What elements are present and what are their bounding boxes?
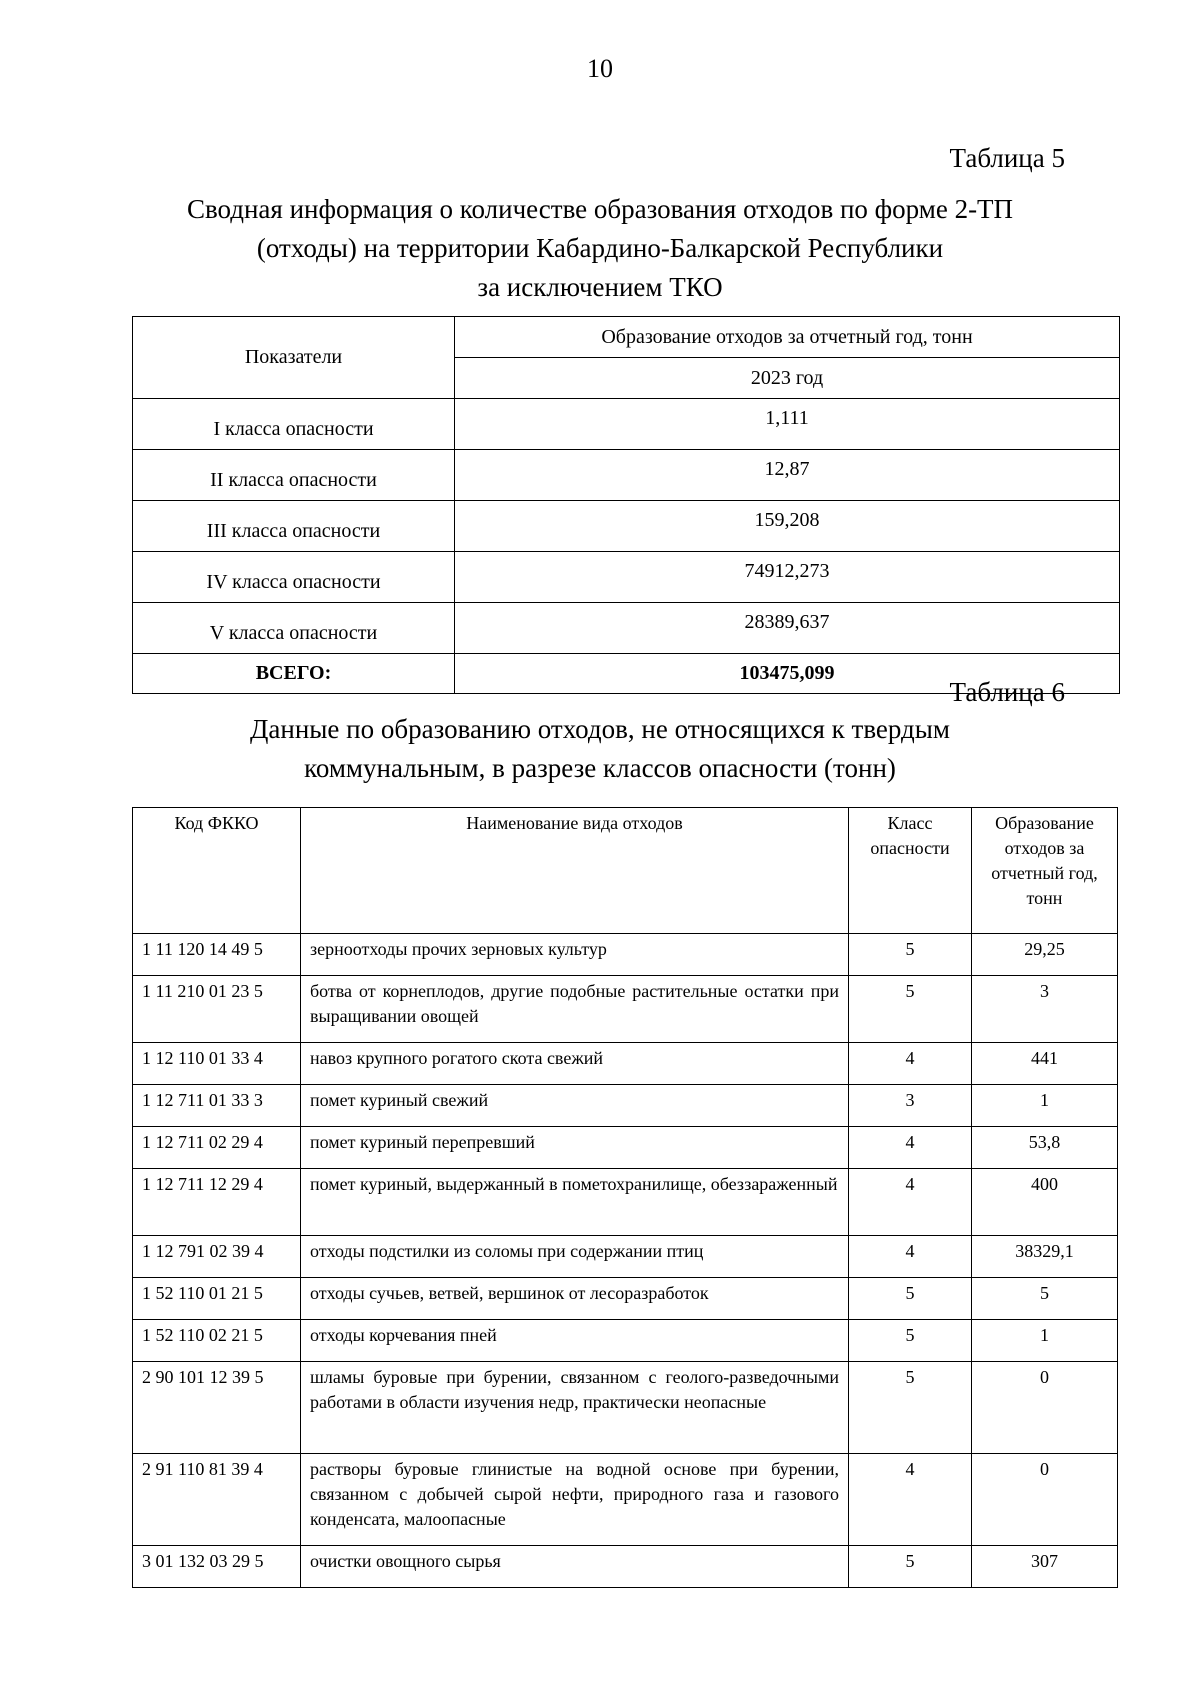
waste-amount: 29,25	[972, 934, 1118, 976]
hazard-class: 5	[849, 1278, 972, 1320]
header-class: Класс опасности	[849, 808, 972, 934]
waste-amount: 38329,1	[972, 1236, 1118, 1278]
fkko-code: 2 90 101 12 39 5	[133, 1362, 301, 1454]
hazard-class-value: 12,87	[455, 450, 1120, 501]
waste-amount: 1	[972, 1085, 1118, 1127]
waste-name: очистки овощного сырья	[301, 1546, 849, 1588]
hazard-class-name: I класса опасности	[133, 399, 455, 450]
waste-name: помет куриный свежий	[301, 1085, 849, 1127]
waste-amount: 307	[972, 1546, 1118, 1588]
hazard-class-name: IV класса опасности	[133, 552, 455, 603]
waste-name: зерноотходы прочих зерновых культур	[301, 934, 849, 976]
table-row	[133, 1169, 1118, 1236]
hazard-class: 4	[849, 1236, 972, 1278]
table-row	[133, 934, 1118, 976]
table-row	[133, 1278, 1118, 1320]
table-row	[133, 1127, 1118, 1169]
waste-name: помет куриный, выдержанный в пометохранилище, обеззараженный	[301, 1169, 849, 1236]
fkko-code: 3 01 132 03 29 5	[133, 1546, 301, 1588]
fkko-code: 1 12 711 02 29 4	[133, 1127, 301, 1169]
hazard-class-value: 159,208	[455, 501, 1120, 552]
waste-amount: 441	[972, 1043, 1118, 1085]
hazard-class: 5	[849, 1320, 972, 1362]
table-row	[133, 1085, 1118, 1127]
waste-amount: 1	[972, 1320, 1118, 1362]
table5-header-indicators: Показатели	[133, 317, 455, 399]
table5-title-line: (отходы) на территории Кабардино-Балкарской Республики	[256, 233, 944, 263]
table-row	[133, 552, 1120, 603]
table-row	[133, 1546, 1118, 1588]
waste-name: навоз крупного рогатого скота свежий	[301, 1043, 849, 1085]
waste-amount: 0	[972, 1454, 1118, 1546]
fkko-code: 1 12 791 02 39 4	[133, 1236, 301, 1278]
waste-name: шламы буровые при бурении, связанном с геолого-разведочными работами в области изучения недр, практически неопасные	[301, 1362, 849, 1454]
header-amount: Образование отходов за отчетный год, тонн	[972, 808, 1118, 934]
table-row	[133, 976, 1118, 1043]
fkko-code: 1 11 120 14 49 5	[133, 934, 301, 976]
table5	[132, 316, 1120, 694]
fkko-code: 1 12 711 12 29 4	[133, 1169, 301, 1236]
waste-amount: 5	[972, 1278, 1118, 1320]
table5-label: Таблица 5	[949, 143, 1065, 173]
fkko-code: 1 11 210 01 23 5	[133, 976, 301, 1043]
header-code: Код ФККО	[133, 808, 301, 934]
hazard-class-value: 1,111	[455, 399, 1120, 450]
waste-amount: 53,8	[972, 1127, 1118, 1169]
table5-title-line: за исключением ТКО	[477, 272, 723, 302]
hazard-class: 5	[849, 1362, 972, 1454]
hazard-class: 5	[849, 1546, 972, 1588]
table5-title	[0, 190, 1200, 307]
waste-name: растворы буровые глинистые на водной основе при бурении, связанном с добычей сырой нефти, природного газа и газового конденсата, малоопасные	[301, 1454, 849, 1546]
table5-header-waste-generation: Образование отходов за отчетный год, тонн	[455, 317, 1120, 358]
table-row	[133, 501, 1120, 552]
fkko-code: 1 52 110 01 21 5	[133, 1278, 301, 1320]
hazard-class: 4	[849, 1169, 972, 1236]
hazard-class: 3	[849, 1085, 972, 1127]
table-row	[133, 399, 1120, 450]
hazard-class-name: II класса опасности	[133, 450, 455, 501]
table5-title-line: Сводная информация о количестве образования отходов по форме 2-ТП	[186, 194, 1014, 224]
page-number: 10	[587, 54, 613, 83]
table6-title-line: коммунальным, в разрезе классов опасности (тонн)	[304, 753, 896, 783]
table-row	[133, 1236, 1118, 1278]
waste-name: отходы подстилки из соломы при содержании птиц	[301, 1236, 849, 1278]
waste-amount: 0	[972, 1362, 1118, 1454]
table6-title	[0, 710, 1200, 788]
table-row	[133, 1320, 1118, 1362]
hazard-class: 5	[849, 934, 972, 976]
waste-amount: 3	[972, 976, 1118, 1043]
table6-header-row	[133, 808, 1118, 934]
total-label: ВСЕГО:	[133, 654, 455, 694]
hazard-class: 4	[849, 1043, 972, 1085]
fkko-code: 1 52 110 02 21 5	[133, 1320, 301, 1362]
waste-name: отходы корчевания пней	[301, 1320, 849, 1362]
fkko-code: 1 12 110 01 33 4	[133, 1043, 301, 1085]
waste-amount: 400	[972, 1169, 1118, 1236]
header-name: Наименование вида отходов	[301, 808, 849, 934]
table-row	[133, 603, 1120, 654]
hazard-class-name: III класса опасности	[133, 501, 455, 552]
table-row	[133, 1362, 1118, 1454]
hazard-class: 5	[849, 976, 972, 1043]
fkko-code: 2 91 110 81 39 4	[133, 1454, 301, 1546]
fkko-code: 1 12 711 01 33 3	[133, 1085, 301, 1127]
table-row	[133, 1043, 1118, 1085]
hazard-class: 4	[849, 1127, 972, 1169]
hazard-class-name: V класса опасности	[133, 603, 455, 654]
hazard-class-value: 28389,637	[455, 603, 1120, 654]
table-row	[133, 450, 1120, 501]
waste-name: помет куриный перепревший	[301, 1127, 849, 1169]
waste-name: ботва от корнеплодов, другие подобные растительные остатки при выращивании овощей	[301, 976, 849, 1043]
hazard-class: 4	[849, 1454, 972, 1546]
table6-title-line: Данные по образованию отходов, не относящихся к твердым	[249, 714, 951, 744]
total-value: 103475,099	[455, 654, 1120, 694]
waste-name: отходы сучьев, ветвей, вершинок от лесоразработок	[301, 1278, 849, 1320]
table6-label: Таблица 6	[949, 677, 1065, 707]
table-row	[133, 1454, 1118, 1546]
table5-header-year: 2023 год	[455, 358, 1120, 399]
hazard-class-value: 74912,273	[455, 552, 1120, 603]
table6	[132, 807, 1118, 1588]
